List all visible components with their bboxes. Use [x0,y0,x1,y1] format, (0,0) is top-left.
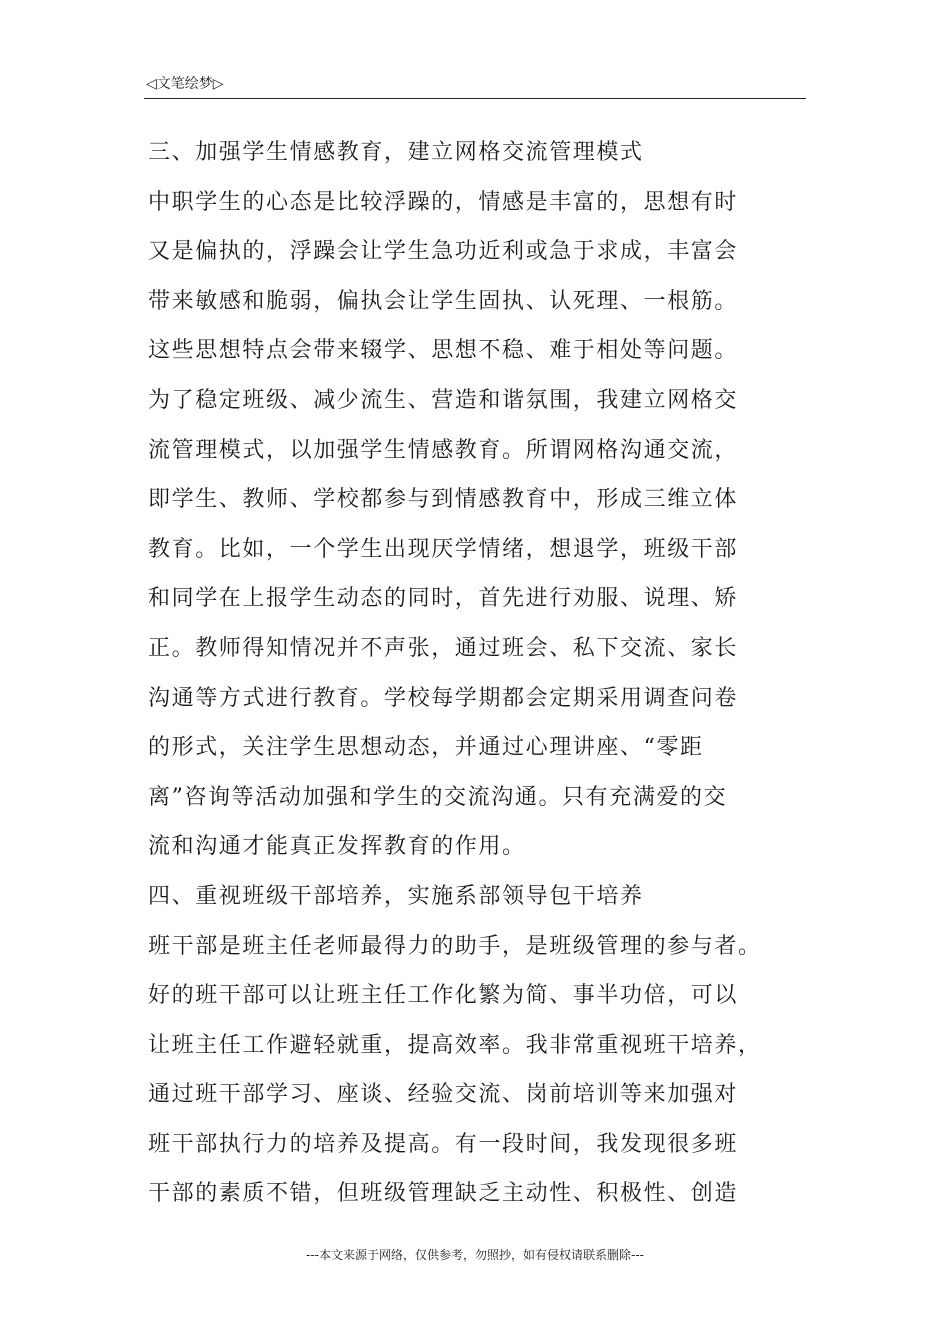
text-line: 为了稳定班级、减少流生、营造和谐氛围，我建立网格交 [148,387,739,413]
text-line: 和同学在上报学生动态的同时，首先进行劝服、说理、矫 [148,586,739,612]
text-line: 班干部执行力的培养及提高。有一段时间，我发现很多班 [148,1131,739,1157]
section-heading: 四、重视班级干部培养，实施系部领导包干培养 [148,883,644,909]
text-line: 流和沟通才能真正发挥教育的作用。 [148,834,526,860]
text-line: 班干部是班主任老师最得力的助手，是班级管理的参与者。 [148,933,762,959]
text-line: 又是偏执的，浮躁会让学生急功近利或急于求成，丰富会 [148,239,739,265]
header-title: ◁文笔绘梦▷ [146,76,224,92]
text-line: 流管理模式，以加强学生情感教育。所谓网格沟通交流， [148,437,739,463]
text-line: 沟通等方式进行教育。学校每学期都会定期采用调查问卷 [148,685,739,711]
text-line: 干部的素质不错，但班级管理缺乏主动性、积极性、创造 [148,1181,739,1207]
text-line: 这些思想特点会带来辍学、思想不稳、难于相处等问题。 [148,338,739,364]
text-line: 中职学生的心态是比较浮躁的，情感是丰富的，思想有时 [148,189,739,215]
section-heading: 三、加强学生情感教育，建立网格交流管理模式 [148,140,644,165]
text-line: 即学生、教师、学校都参与到情感教育中，形成三维立体 [148,487,739,513]
text-line: 教育。比如，一个学生出现厌学情绪，想退学，班级干部 [148,536,739,562]
footer-disclaimer: ---本文来源于网络，仅供参考，勿照抄，如有侵权请联系删除--- [306,1248,644,1262]
page-header [144,70,806,99]
text-line: 的形式，关注学生思想动态，并通过心理讲座、“零距 [148,735,704,761]
text-line: 让班主任工作避轻就重，提高效率。我非常重视班干培养， [148,1032,762,1058]
text-line: 好的班干部可以让班主任工作化繁为简、事半功倍，可以 [148,983,739,1009]
text-line: 带来敏感和脆弱，偏执会让学生固执、认死理、一根筋。 [148,288,739,314]
text-line: 离”咨询等活动加强和学生的交流沟通。只有充满爱的交 [148,784,728,810]
document-body [148,128,808,1219]
text-line: 通过班干部学习、座谈、经验交流、岗前培训等来加强对 [148,1082,739,1108]
text-line: 正。教师得知情况并不声张，通过班会、私下交流、家长 [148,635,739,661]
